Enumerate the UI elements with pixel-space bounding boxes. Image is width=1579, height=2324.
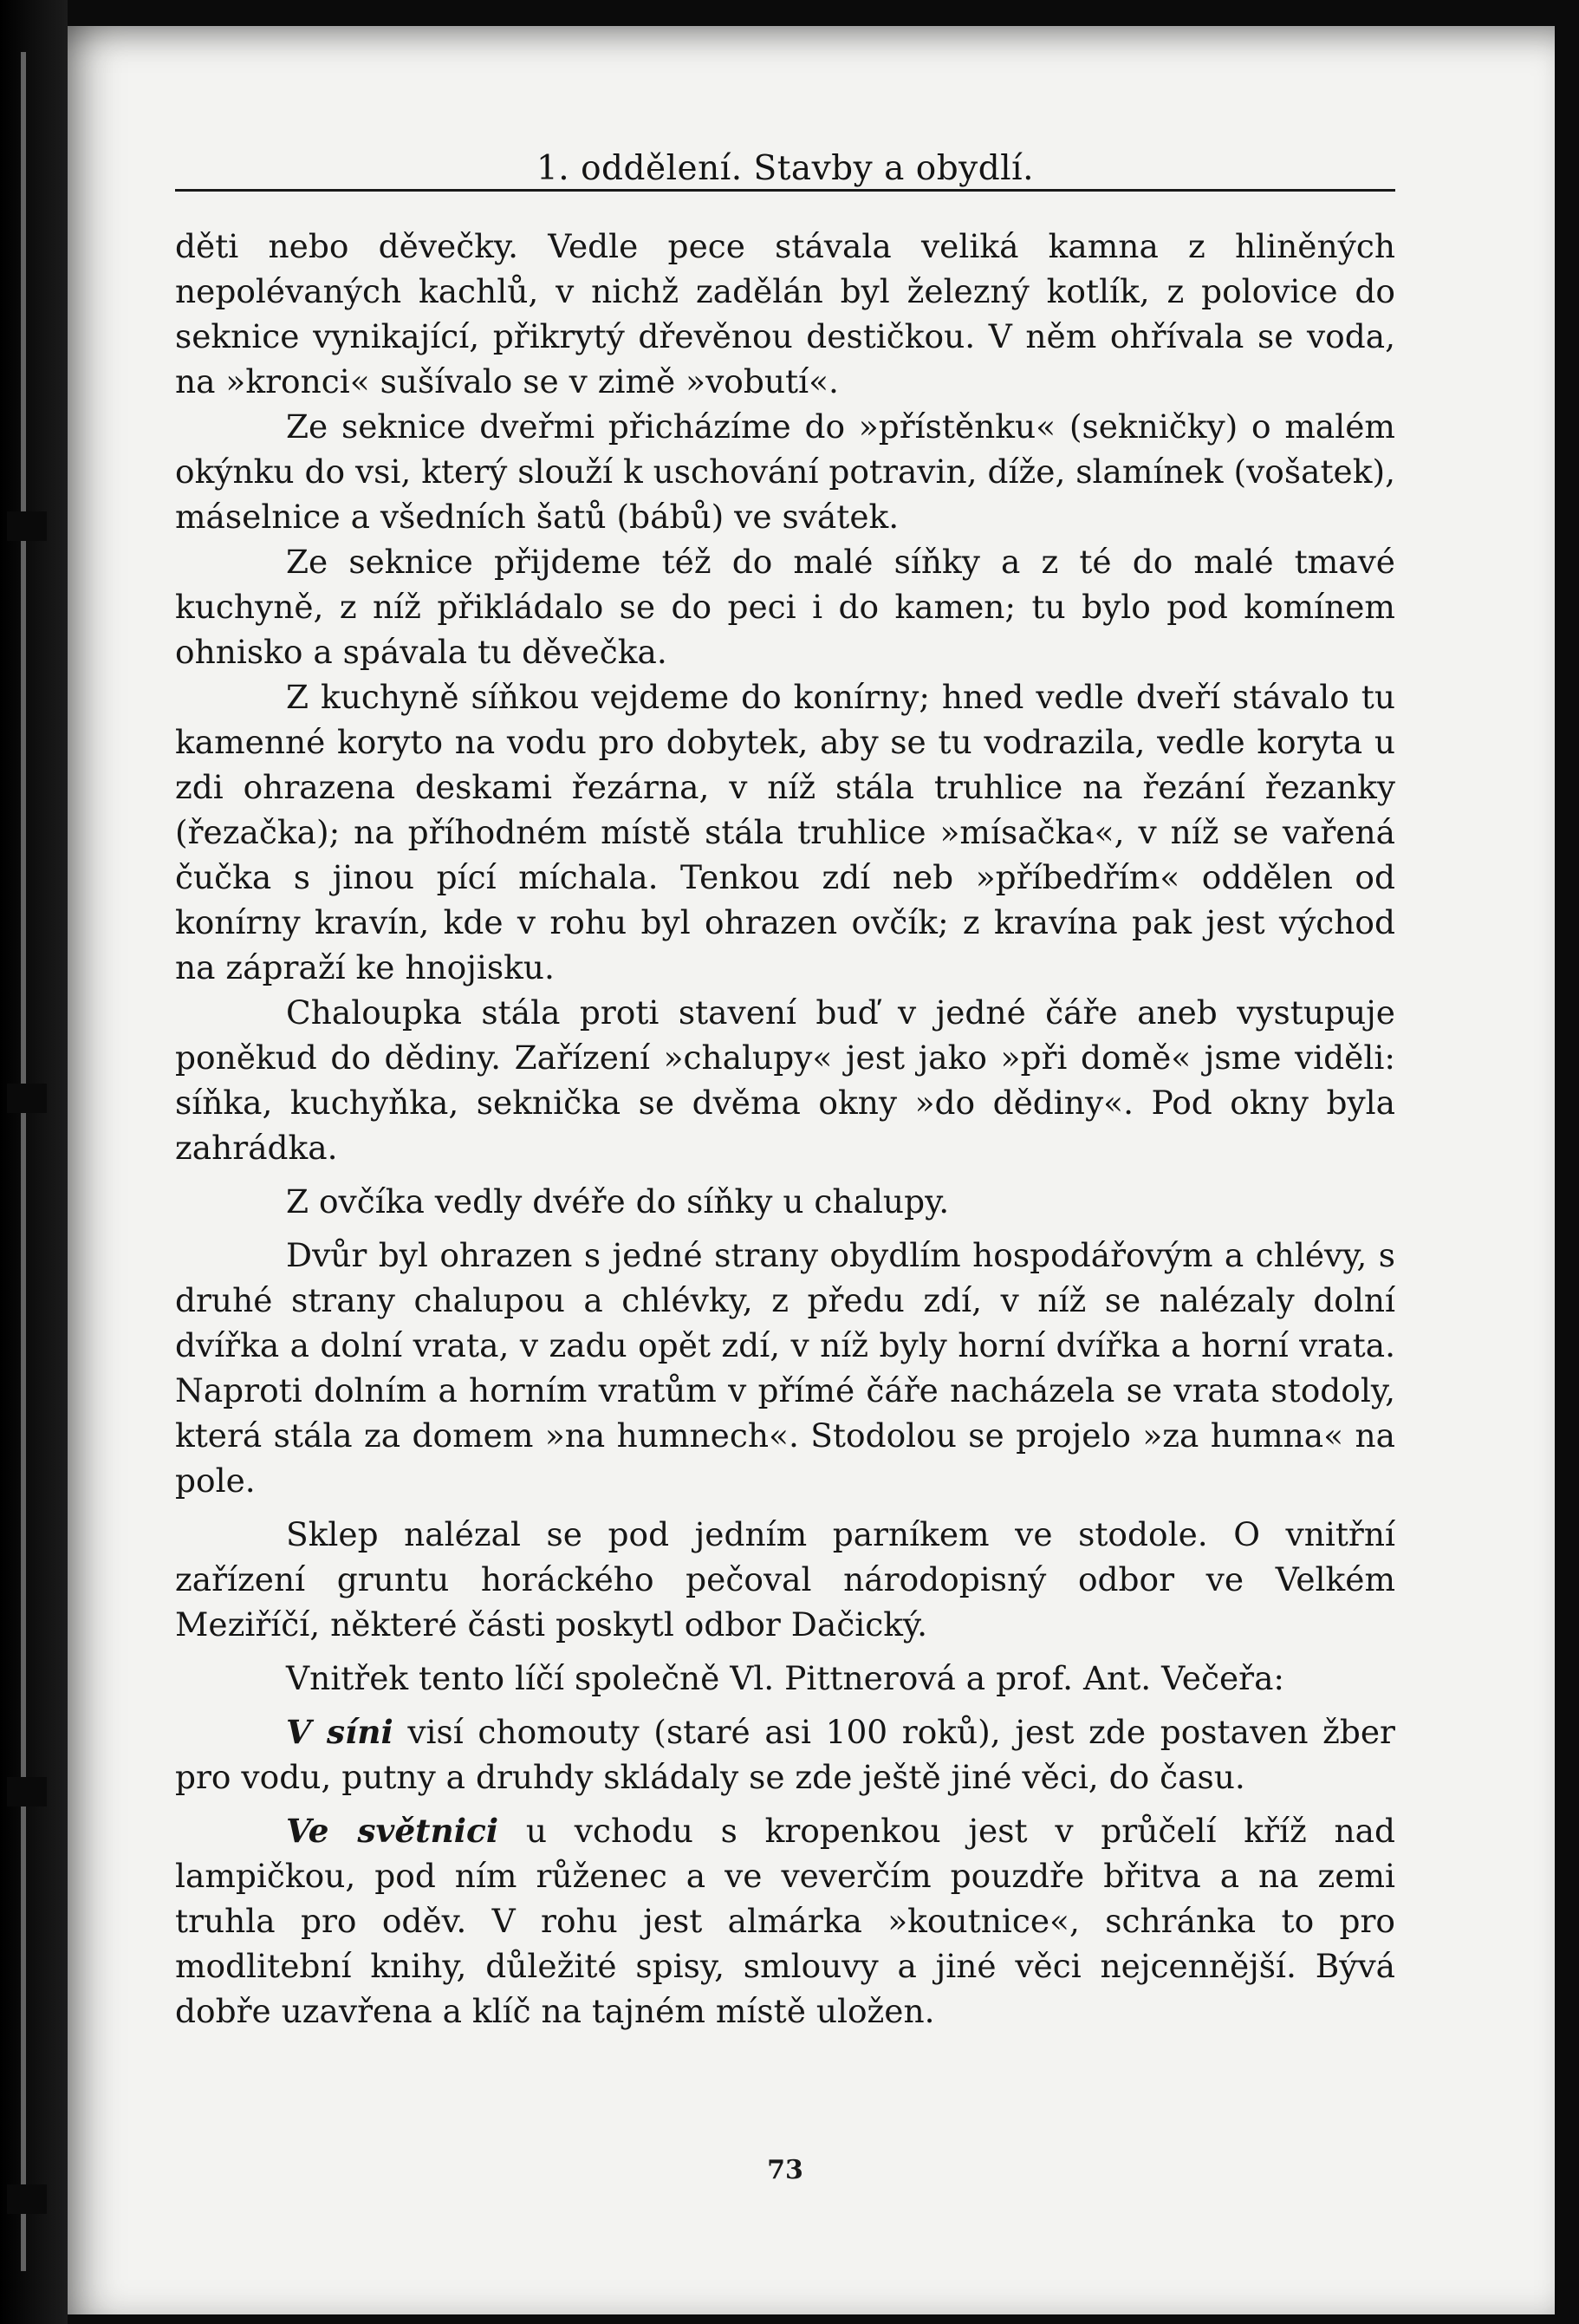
paragraph-text: Ze seknice dveřmi přicházíme do »přístěnku« (sekničky) o malém okýnku do vsi, který slouží k uschování potravin, díže, slamínek (vošatek), máselnice a všedních šatů (bábů) ve svátek. <box>175 407 1395 536</box>
paragraph-text: Sklep nalézal se pod jedním parníkem ve stodole. O vnitřní zařízení gruntu horáckého pečoval národopisný odbor ve Velkém Meziříčí, některé části poskytl odbor Dačický. <box>175 1515 1395 1644</box>
edge-mark <box>7 2184 47 2214</box>
binding-edge <box>21 52 26 2271</box>
paragraph <box>175 539 1395 674</box>
paragraph <box>175 1656 1395 1701</box>
scan-left-margin <box>0 0 68 2324</box>
paragraph <box>175 674 1395 990</box>
paragraph <box>175 224 1395 404</box>
paragraph-text: Ze seknice přijdeme též do malé síňky a z té do malé tmavé kuchyně, z níž přikládalo se do peci i do kamen; tu bylo pod komínem ohnisko a spávala tu děvečka. <box>175 543 1395 671</box>
paragraph <box>175 404 1395 539</box>
paragraph-lead: V síni <box>286 1713 393 1751</box>
page-number: 73 <box>767 2155 803 2185</box>
paragraph-text: Vnitřek tento líčí společně Vl. Pittnerová a prof. Ant. Večeřa: <box>286 1659 1285 1697</box>
running-header: 1. oddělení. Stavby a obydlí. <box>536 149 1035 188</box>
paragraph <box>175 1808 1395 2034</box>
header-rule <box>175 189 1395 192</box>
paragraph-lead: Ve světnici <box>286 1812 499 1850</box>
paragraph-text: Z ovčíka vedly dvéře do síňky u chalupy. <box>286 1182 950 1221</box>
paragraph-text: Z kuchyně síňkou vejdeme do konírny; hned vedle dveří stávalo tu kamenné koryto na vodu pro dobytek, aby se tu vodrazila, vedle koryta u zdi ohrazena deskami řezárna, v níž stála truhlice na řezání řezanky (řezačka); na příhodném místě stála truhlice »mísačka«, v níž se vařená čučka s jinou pící míchala. Tenkou zdí neb »příbedřím« oddělen od konírny kravín, kde v rohu byl ohrazen ovčík; z kravína pak jest východ na zápraží ke hnojisku. <box>175 678 1395 986</box>
paragraph <box>175 1233 1395 1503</box>
body-text <box>175 224 1395 2034</box>
paragraph-text: visí chomouty (staré asi 100 roků), jest zde postaven žber pro vodu, putny a druhdy skládaly se zde ještě jiné věci, do času. <box>175 1713 1395 1796</box>
paragraph-text: Chaloupka stála proti stavení buď v jedné čáře aneb vystupuje poněkud do dědiny. Zařízení »chalupy« jest jako »při domě« jsme viděli: síňka, kuchyňka, seknička se dvěma okny »do dědiny«. Pod okny byla zahrádka. <box>175 993 1395 1167</box>
paragraph <box>175 1179 1395 1224</box>
paragraph-text: děti nebo děvečky. Vedle pece stávala veliká kamna z hliněných nepolévaných kachlů, v nichž zadělán byl železný kotlík, z polovice do seknice vynikající, přikrytý dřevěnou destičkou. V něm ohřívala se voda, na »kronci« sušívalo se v zimě »vobutí«. <box>175 227 1395 400</box>
paragraph <box>175 990 1395 1170</box>
edge-mark <box>7 511 47 541</box>
paragraph <box>175 1709 1395 1800</box>
paragraph <box>175 1512 1395 1647</box>
paragraph-text: u vchodu s kropenkou jest v průčelí kříž nad lampičkou, pod ním růženec a ve veverčím pouzdře břitva a na zemi truhla pro oděv. V rohu jest almárka »koutnice«, schránka to pro modlitební knihy, důležité spisy, smlouvy a jiné věci nejcennější. Bývá dobře uzavřena a klíč na tajném místě uložen. <box>175 1812 1395 2030</box>
paragraph-text: Dvůr byl ohrazen s jedné strany obydlím hospodářovým a chlévy, s druhé strany chalupou a chlévky, z předu zdí, v níž se nalézaly dolní dvířka a dolní vrata, v zadu opět zdí, v níž byly horní dvířka a horní vrata. Naproti dolním a horním vratům v přímé čáře nacházela se vrata stodoly, která stála za domem »na humnech«. Stodolou se projelo »za humna« na pole. <box>175 1236 1395 1500</box>
edge-mark <box>7 1777 47 1806</box>
edge-mark <box>7 1084 47 1113</box>
